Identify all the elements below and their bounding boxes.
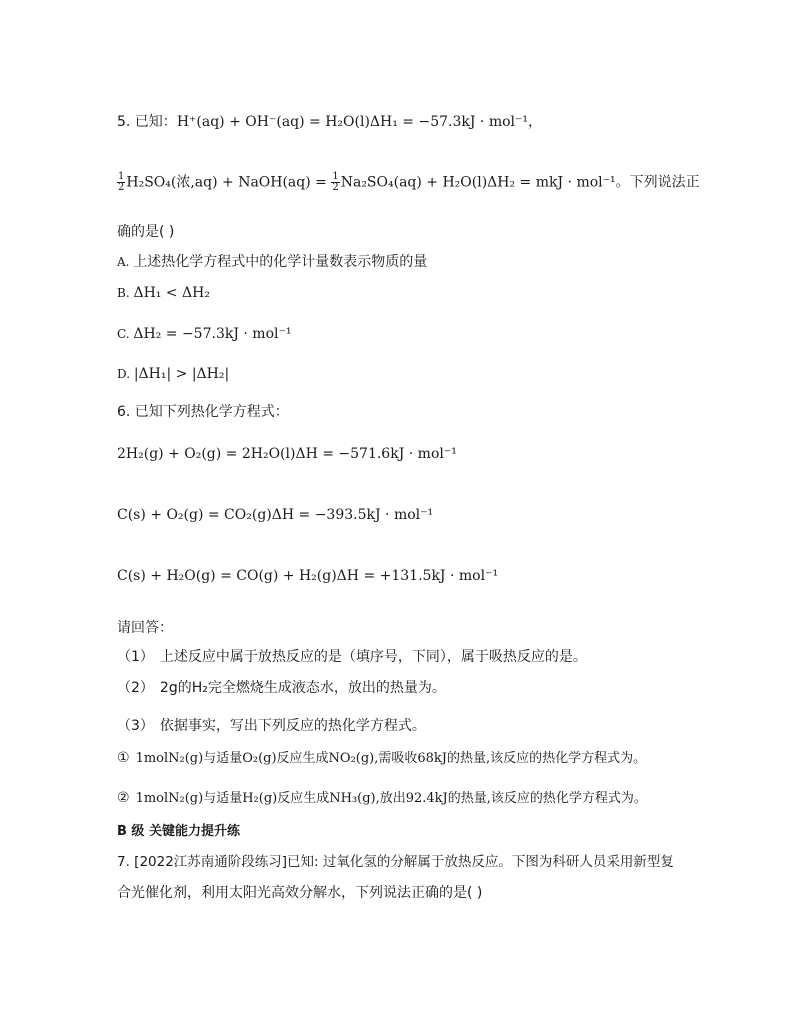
q6-stem: 6. 已知下列热化学方程式： (117, 404, 289, 420)
q6-part-1: （1） 上述反应中属于放热反应的是（填序号，下同），属于吸热反应的是。 (117, 649, 587, 665)
q7-line-1: 7. [2022江苏南通阶段练习]已知: 过氧化氢的分解属于放热反应。下图为科研人员采用新型复 (117, 854, 674, 870)
q5-prefix: 已知： (134, 114, 177, 130)
fraction-half-1: $\frac{1}{2}$ (118, 171, 125, 193)
q5-option-a: A. 上述热化学方程式中的化学计量数表示物质的量 (117, 254, 428, 270)
q5-option-d: D. |ΔH₁| > |ΔH₂| (117, 366, 230, 382)
q5-number: 5. (117, 114, 135, 130)
q6-equation-3: C(s) + H₂O(g) = CO(g) + H₂(g)ΔH = +131.5kJ · mol⁻¹ (117, 568, 499, 584)
q6-subpart-1: ① 1molN₂(g)与适量O₂(g)反应生成NO₂(g),需吸收68kJ的热量,该反应的热化学方程式为。 (117, 750, 647, 766)
q5-option-c: C. ΔH₂ = −57.3kJ · mol⁻¹ (117, 326, 292, 342)
fraction-half-2: $\frac{1}{2}$ (332, 171, 339, 193)
q5-equation-2-line (117, 172, 700, 193)
q7-line-2: 合光催化剂，利用太阳光高效分解水，下列说法正确的是( ) (117, 885, 483, 901)
q6-subpart-2: ② 1molN₂(g)与适量H₂(g)反应生成NH₃(g),放出92.4kJ的热量,该反应的热化学方程式为。 (117, 790, 647, 806)
q5-equation-2a: H₂SO₄(浓,aq) + NaOH(aq) = (126, 174, 327, 191)
q5-stem-tail: 下列说法正 (629, 174, 700, 191)
q6-equation-1: 2H₂(g) + O₂(g) = 2H₂O(l)ΔH = −571.6kJ · mol⁻¹ (117, 446, 457, 462)
q5-equation-2b: Na₂SO₄(aq) + H₂O(l)ΔH₂ = mkJ · mol⁻¹。 (340, 174, 630, 191)
q5-stem (117, 112, 542, 132)
q6-part-3: （3） 依据事实，写出下列反应的热化学方程式。 (117, 718, 426, 734)
q5-option-b: B. ΔH₁ < ΔH₂ (117, 285, 210, 301)
section-heading: B 级 关键能力提升练 (117, 824, 240, 839)
q6-part-2: （2） 2g的H₂完全燃烧生成液态水，放出的热量为。 (117, 680, 446, 696)
q6-equation-2: C(s) + O₂(g) = CO₂(g)ΔH = −393.5kJ · mol⁻¹ (117, 507, 434, 523)
q5-equation-1: H⁺(aq) + OH⁻(aq) = H₂O(l)ΔH₁ = −57.3kJ · mol⁻¹， (176, 114, 543, 130)
q6-prompt: 请回答： (117, 620, 173, 636)
q5-stem-tail-2: 确的是( ) (117, 224, 175, 240)
